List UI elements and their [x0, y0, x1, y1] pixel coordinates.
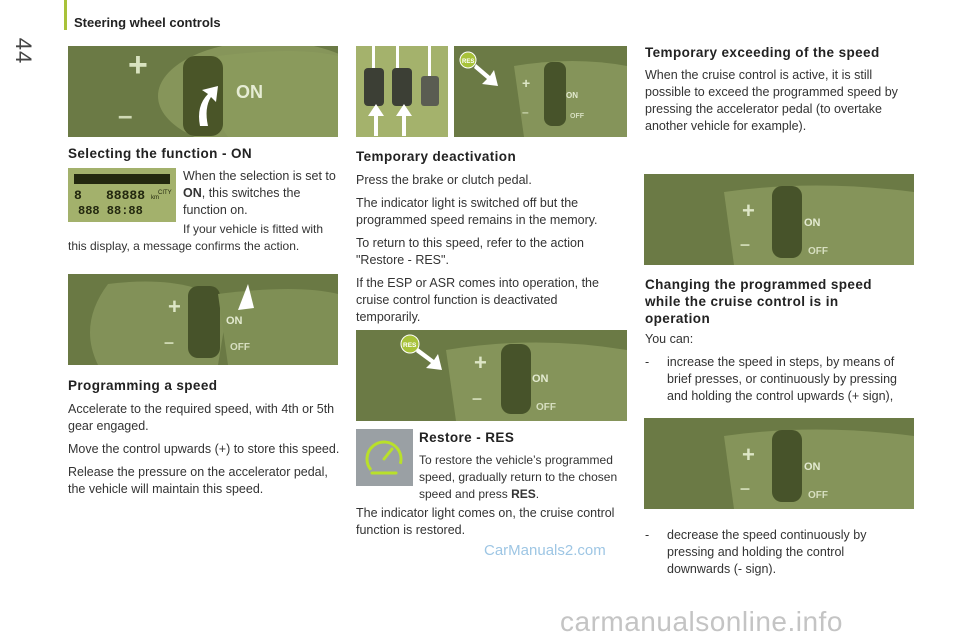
restore-text-1: To restore the vehicle’s programmed speed, gradually return to the chosen speed and press RES.	[419, 453, 618, 501]
selecting-text-1: When the selection is set to ON, this switches the function on.	[183, 169, 336, 217]
minus-sign: –	[118, 100, 133, 130]
svg-text:888 88:88: 888 88:88	[78, 204, 143, 218]
svg-text:RES: RES	[403, 342, 417, 349]
selecting-text-2: If your vehicle is fitted with this display, a message confirms the action.	[68, 222, 324, 253]
svg-text:8: 8	[74, 188, 82, 203]
svg-text:+: +	[168, 294, 181, 319]
svg-text:–: –	[164, 332, 175, 352]
svg-text:ON: ON	[804, 217, 821, 229]
temp-exceeding-title: Temporary exceeding of the speed	[645, 45, 880, 60]
restore-title: Restore - RES	[419, 430, 515, 445]
svg-text:km: km	[151, 195, 159, 201]
svg-text:OFF: OFF	[808, 490, 828, 501]
svg-text:RES: RES	[462, 59, 475, 65]
svg-text:+: +	[522, 75, 531, 91]
changing-item-increase: - increase the speed in steps, by means of brief presses, or continuously by pressing and holding the control upwards (+ sign),	[645, 355, 897, 403]
svg-text:+: +	[742, 442, 755, 467]
svg-text:88888: 88888	[106, 188, 146, 203]
svg-text:OFF: OFF	[536, 402, 556, 413]
svg-text:OFF: OFF	[808, 246, 828, 257]
stalk-on-photo	[68, 46, 338, 137]
svg-text:–: –	[740, 234, 751, 254]
temp-exceeding-body: When the cruise control is active, it is still possible to exceed the programmed speed by pressing the accelerator pedal (to overtake another vehicle for example).	[645, 68, 898, 133]
footer-watermark: carmanualsonline.info	[560, 606, 843, 637]
svg-text:+: +	[742, 198, 755, 223]
svg-text:ON: ON	[226, 315, 243, 327]
carmanuals-watermark: CarManuals2.com	[484, 542, 606, 559]
programming-body: Accelerate to the required speed, with 4th or 5th gear engaged. Move the control upwards (+) to store this speed. Release the pressure on the accelerator pedal, the vehicle will maintain this speed.	[68, 402, 340, 496]
svg-text:+: +	[474, 350, 487, 375]
svg-text:–: –	[522, 105, 529, 119]
svg-text:OFF: OFF	[570, 113, 584, 120]
temp-deactivation-title: Temporary deactivation	[356, 149, 517, 164]
cruise-control-indicator-icon	[356, 429, 413, 486]
stalk-programming-photo	[68, 274, 338, 365]
on-label: ON	[236, 82, 263, 102]
svg-text:ON: ON	[532, 373, 549, 385]
svg-text:ON: ON	[804, 461, 821, 473]
programming-title: Programming a speed	[68, 378, 218, 393]
stalk-res-photo-mid	[356, 330, 627, 421]
stalk-photo-right-bottom	[644, 418, 914, 509]
svg-text:OFF: OFF	[230, 342, 250, 353]
multifunction-display-image	[68, 168, 176, 222]
plus-sign: +	[128, 46, 148, 84]
stalk-photo-right-top	[644, 174, 914, 265]
pedals-image	[356, 46, 448, 137]
restore-text-2: The indicator light comes on, the cruise control function is restored.	[356, 506, 615, 537]
svg-text:CITY: CITY	[158, 190, 172, 196]
changing-title: Changing the programmed speed while the cruise control is in operation	[645, 277, 872, 326]
header-accent-bar	[64, 0, 67, 30]
changing-item-decrease: - decrease the speed continuously by pressing and holding the control downwards (- sign).	[645, 528, 867, 576]
stalk-res-photo-top	[454, 46, 627, 137]
page-header: Steering wheel controls	[74, 15, 221, 30]
page-number: 44	[11, 37, 36, 65]
temp-deactivation-body: Press the brake or clutch pedal. The indicator light is switched off but the programmed speed remains in the memory. To return to this speed, refer to the action "Restore - RES". If the ESP or ASR comes into operation, the cruise control function is deactivated temporarily.	[356, 173, 599, 324]
selecting-title: Selecting the function - ON	[68, 146, 253, 161]
svg-text:–: –	[472, 388, 483, 408]
changing-body: You can: - increase the speed in steps, by means of brief presses, or continuously by pressing and holding the control upwards (+ sign),	[645, 331, 917, 411]
svg-text:ON: ON	[566, 91, 578, 100]
svg-text:–: –	[740, 478, 751, 498]
